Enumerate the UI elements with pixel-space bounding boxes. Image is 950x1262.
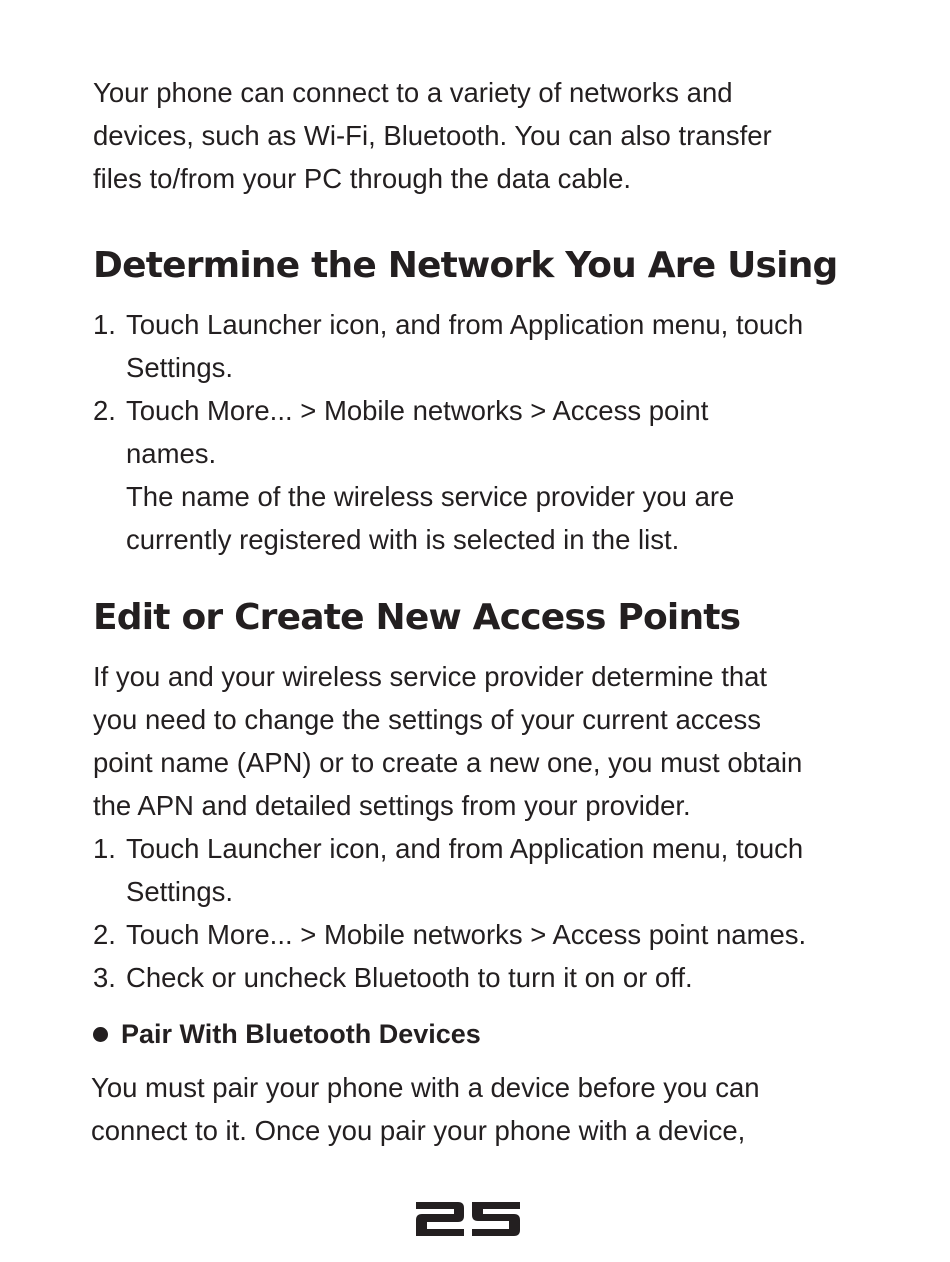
text-line: Settings. [126, 352, 234, 383]
subsection-title: Pair With Bluetooth Devices [121, 1019, 481, 1049]
text-line: Your phone can connect to a variety of networks and [93, 77, 733, 108]
subsection-heading-pair-bluetooth [93, 1014, 481, 1054]
step-number: 2. [93, 395, 116, 426]
list-item [93, 303, 873, 389]
subsection-paragraph [91, 1066, 851, 1152]
step-number: 2. [93, 919, 116, 950]
text-line: names. [126, 438, 217, 469]
section-heading-determine-network: Determine the Network You Are Using [93, 245, 838, 286]
text-line: currently registered with is selected in the list. [126, 524, 680, 555]
step-number: 1. [93, 833, 116, 864]
text-line: If you and your wireless service provider determine that [93, 661, 768, 692]
intro-paragraph [93, 71, 853, 200]
section2-paragraph [93, 655, 853, 827]
text-line: The name of the wireless service provider you are [126, 481, 735, 512]
text-line: files to/from your PC through the data cable. [93, 163, 632, 194]
text-line: connect to it. Once you pair your phone with a device, [91, 1115, 746, 1146]
steps-list-edit-access-points [93, 827, 873, 999]
bullet-icon [93, 1027, 108, 1042]
text-line: point name (APN) or to create a new one, you must obtain [93, 747, 803, 778]
text-line: Touch More... > Mobile networks > Access point [126, 395, 709, 426]
text-line: Settings. [126, 876, 234, 907]
text-line: You must pair your phone with a device before you can [91, 1072, 760, 1103]
text-line: Touch Launcher icon, and from Application menu, touch [126, 833, 804, 864]
text-line: the APN and detailed settings from your provider. [93, 790, 691, 821]
step-number: 1. [93, 309, 116, 340]
section-heading-edit-access-points: Edit or Create New Access Points [93, 597, 741, 638]
page-number-digit [472, 1202, 520, 1236]
list-item [93, 827, 873, 913]
page-number-digit [416, 1202, 464, 1236]
text-line: Check or uncheck Bluetooth to turn it on or off. [126, 962, 693, 993]
text-line: you need to change the settings of your current access [93, 704, 762, 735]
list-item [93, 913, 873, 956]
list-item [93, 956, 873, 999]
page-number [414, 1199, 522, 1239]
text-line: Touch Launcher icon, and from Application menu, touch [126, 309, 804, 340]
step-number: 3. [93, 962, 116, 993]
steps-list-determine-network [93, 303, 873, 561]
text-line: Touch More... > Mobile networks > Access point names. [126, 919, 807, 950]
text-line: devices, such as Wi-Fi, Bluetooth. You can also transfer [93, 120, 772, 151]
list-item [93, 389, 873, 561]
